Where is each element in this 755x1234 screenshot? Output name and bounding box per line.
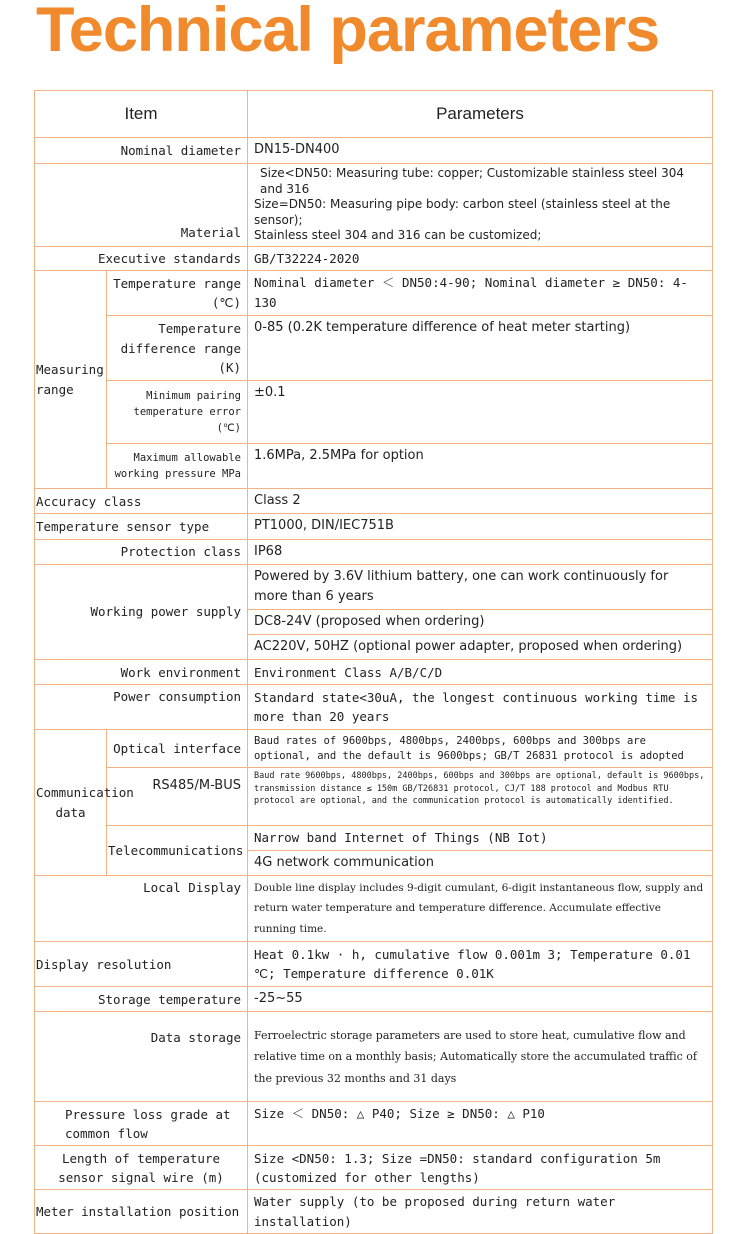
material-line: Stainless steel 304 and 316 can be customized; — [254, 228, 542, 243]
row-value: Heat 0.1kw · h, cumulative flow 0.001m 3; Temperature 0.01 ℃; Temperature difference 0.01K — [248, 942, 713, 987]
table-row — [35, 826, 713, 850]
table-row — [35, 660, 713, 685]
row-value: -25~55 — [248, 987, 713, 1012]
table-row — [35, 987, 713, 1012]
row-label: Data storage — [35, 1012, 248, 1102]
row-label: Nominal diameter — [35, 138, 248, 164]
row-label: Material — [35, 164, 248, 247]
table-row — [35, 164, 713, 247]
row-label: RS485/M-BUS — [107, 768, 248, 826]
row-value: Baud rate 9600bps, 4800bps, 2400bps, 600bps and 300bps are optional, default is 9600bps, transmission distance ≤ 150m GB/T26831 protocol, CJ/T 188 protocol and Modbus RTU protocol are optional, and the communication protocol is automatically identified. — [248, 768, 713, 826]
table-row — [35, 138, 713, 164]
row-label: Working power supply — [35, 564, 248, 660]
row-label: Storage temperature — [35, 987, 248, 1012]
row-value: 4G network communication — [248, 850, 713, 875]
row-label: Telecommunications — [107, 826, 248, 876]
row-label: Work environment — [35, 660, 248, 685]
row-label: Length of temperature sensor signal wire (m) — [35, 1146, 248, 1190]
row-value: ±0.1 — [248, 381, 713, 444]
row-label: Minimum pairing temperature error (℃) — [107, 381, 248, 444]
row-value: Powered by 3.6V lithium battery, one can work continuously for more than 6 years — [248, 564, 713, 609]
row-value: Baud rates of 9600bps, 4800bps, 2400bps, 600bps and 300bps are optional, and the default is 9600bps; GB/T 26831 protocol is adopted — [248, 730, 713, 768]
row-value: AC220V, 50HZ (optional power adapter, proposed when ordering) — [248, 635, 713, 660]
row-label: Temperature sensor type — [35, 514, 248, 539]
row-value: 1.6MPa, 2.5MPa for option — [248, 444, 713, 489]
parameters-table — [34, 90, 713, 1234]
row-value — [248, 164, 713, 247]
row-label: Executive standards — [35, 246, 248, 270]
table-row — [35, 730, 713, 768]
table-row — [35, 768, 713, 826]
table-row — [35, 1102, 713, 1146]
table-row — [35, 489, 713, 514]
row-value: PT1000, DIN/IEC751B — [248, 514, 713, 539]
row-value: Nominal diameter ＜ DN50:4-90; Nominal diameter ≥ DN50: 4-130 — [248, 271, 713, 316]
table-row — [35, 246, 713, 270]
table-row — [35, 316, 713, 381]
table-row — [35, 685, 713, 730]
row-label: Optical interface — [107, 730, 248, 768]
table-header-row — [35, 91, 713, 138]
row-label: Maximum allowable working pressure MPa — [107, 444, 248, 489]
table-row — [35, 564, 713, 609]
row-label: Meter installation position — [35, 1190, 248, 1234]
group-label: Communication data — [35, 730, 107, 876]
table-row — [35, 1146, 713, 1190]
page-title: Technical parameters — [36, 0, 660, 65]
row-label: Accuracy class — [35, 489, 248, 514]
row-value: Standard state<30uA, the longest continuous working time is more than 20 years — [248, 685, 713, 730]
row-value: Double line display includes 9-digit cumulant, 6-digit instantaneous flow, supply and return water temperature and temperature difference. Accumulate effective running time. — [248, 875, 713, 941]
row-value: Narrow band Internet of Things (NB Iot) — [248, 826, 713, 850]
table-row — [35, 942, 713, 987]
row-label: Local Display — [35, 875, 248, 941]
row-value: Size <DN50: 1.3; Size =DN50: standard configuration 5m (customized for other lengths) — [248, 1146, 713, 1190]
material-line: Size<DN50: Measuring tube: copper; Customizable stainless steel 304 and 316 — [260, 166, 684, 196]
row-value: Ferroelectric storage parameters are used to store heat, cumulative flow and relative time on a monthly basis; Automatically store the accumulated traffic of the previous 32 months and 31 days — [248, 1012, 713, 1102]
header-item: Item — [35, 91, 248, 138]
table-row — [35, 271, 713, 316]
row-value: DN15-DN400 — [248, 138, 713, 164]
table-row — [35, 381, 713, 444]
row-label: Pressure loss grade at common flow — [35, 1102, 248, 1146]
table-row — [35, 514, 713, 539]
row-value: GB/T32224-2020 — [248, 246, 713, 270]
group-label: Measuring range — [35, 271, 107, 489]
header-parameters: Parameters — [248, 91, 713, 138]
row-value: Size ＜ DN50: △ P40; Size ≥ DN50: △ P10 — [248, 1102, 713, 1146]
row-value: 0-85 (0.2K temperature difference of heat meter starting) — [248, 316, 713, 381]
row-value: Environment Class A/B/C/D — [248, 660, 713, 685]
row-value: DC8-24V (proposed when ordering) — [248, 610, 713, 635]
table-row — [35, 875, 713, 941]
row-value: Class 2 — [248, 489, 713, 514]
row-label: Temperature difference range (K) — [107, 316, 248, 381]
table-row — [35, 1190, 713, 1234]
row-value: Water supply (to be proposed during return water installation) — [248, 1190, 713, 1234]
table-row — [35, 539, 713, 564]
row-value: IP68 — [248, 539, 713, 564]
row-label: Power consumption — [35, 685, 248, 730]
row-label: Temperature range (℃) — [107, 271, 248, 316]
table-row — [35, 1012, 713, 1102]
material-line: Size=DN50: Measuring pipe body: carbon steel (stainless steel at the sensor); — [254, 197, 671, 227]
row-label: Protection class — [35, 539, 248, 564]
row-label: Display resolution — [35, 942, 248, 987]
table-row — [35, 444, 713, 489]
